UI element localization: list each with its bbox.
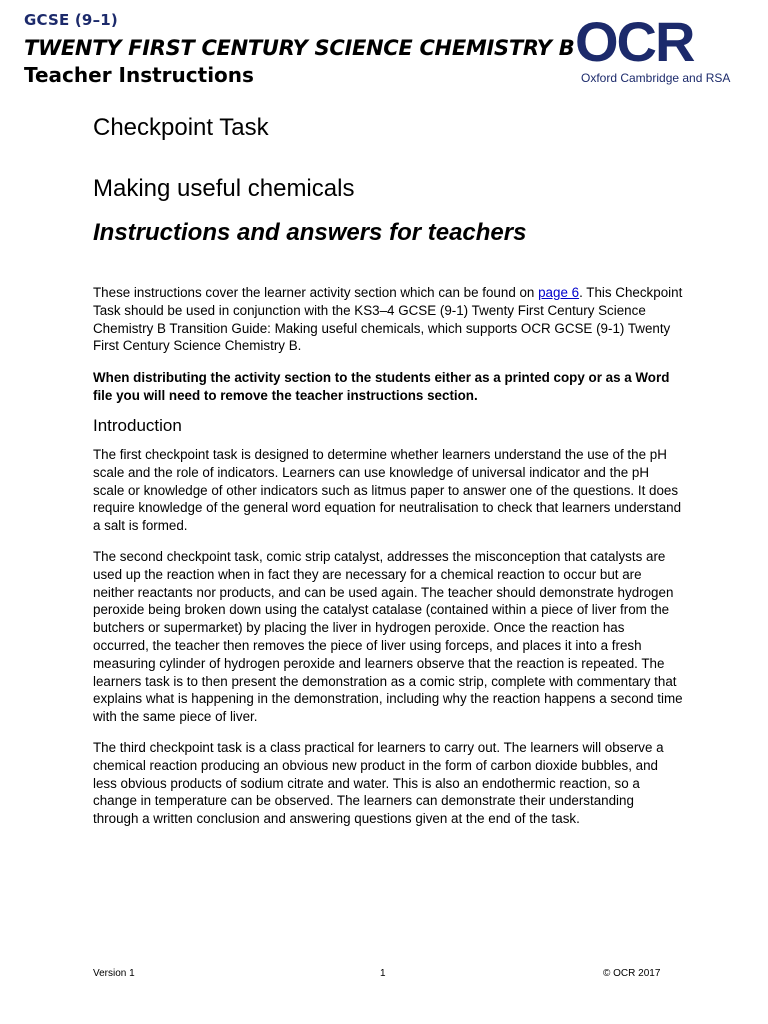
distribution-notice: When distributing the activity section to the students either as a printed copy or as a Word file you will need to remove the teacher instructions section. [93,370,670,403]
page-6-link[interactable]: page 6 [538,285,580,300]
intro-text-after-link: . This Checkpoint Task should be used in conjunction with the KS3–4 GCSE (9-1) Twenty First Century Science Chemistry B Transition Guide: Making useful chemicals, which supports OCR GCSE (9-1) Twenty First Century Science Chemistry B. [93,285,683,354]
qualification-label: GCSE (9–1) [24,11,118,29]
subtitle-heading: Instructions and answers for teachers [93,219,527,246]
topic-heading: Making useful chemicals [93,175,355,202]
ocr-logo [575,10,740,90]
document-type: Teacher Instructions [24,63,254,87]
intro-paragraph [93,284,683,355]
series-title: TWENTY FIRST CENTURY SCIENCE CHEMISTRY B [24,36,575,60]
intro-text-before-link: These instructions cover the learner activity section which can be found on [93,285,539,300]
footer-page-number: 1 [380,968,386,979]
ocr-logo-word: OCR [575,10,694,73]
ocr-logo-subtitle: Oxford Cambridge and RSA [581,71,731,85]
introduction-paragraph-1: The first checkpoint task is designed to determine whether learners understand the use of the pH scale and the role of indicators. Learners can use knowledge of universal indicator and the pH scale or knowledge of other indicators such as litmus paper to answer one of the questions. It does require knowledge of the general word equation for neutralisation to check that learners understand a salt is formed. [93,447,682,534]
introduction-paragraph-3: The third checkpoint task is a class practical for learners to carry out. The learners will observe a chemical reaction producing an obvious new product in the form of carbon dioxide bubbles, and less obvious products of sodium citrate and water. This is also an endothermic reaction, so a change in temperature can be observed. The learners can demonstrate their understanding through a written conclusion and answering questions given at the end of the task. [93,740,664,827]
footer-version: Version 1 [93,968,135,979]
introduction-paragraph-2: The second checkpoint task, comic strip catalyst, addresses the misconception that catalysts are used up the reaction when in fact they are necessary for a chemical reaction to occur but are neither reactants nor products, and can be used again. The teacher should demonstrate hydrogen peroxide being broken down using the catalyst catalase (contained within a piece of liver from the butchers or supermarket) by placing the liver in hydrogen peroxide. Once the reaction has occurred, the teacher then removes the piece of liver using forceps, and places it into a fresh measuring cylinder of hydrogen peroxide and learners observe that the reaction is repeated. The learners task is to then present the demonstration as a comic strip, complete with commentary that explains what is happening in the demonstration, including why the reaction happens a second time with the same piece of liver. [93,549,683,725]
footer-copyright: © OCR 2017 [603,968,661,979]
checkpoint-heading: Checkpoint Task [93,114,269,141]
introduction-heading: Introduction [93,416,182,435]
page-header [0,0,768,100]
